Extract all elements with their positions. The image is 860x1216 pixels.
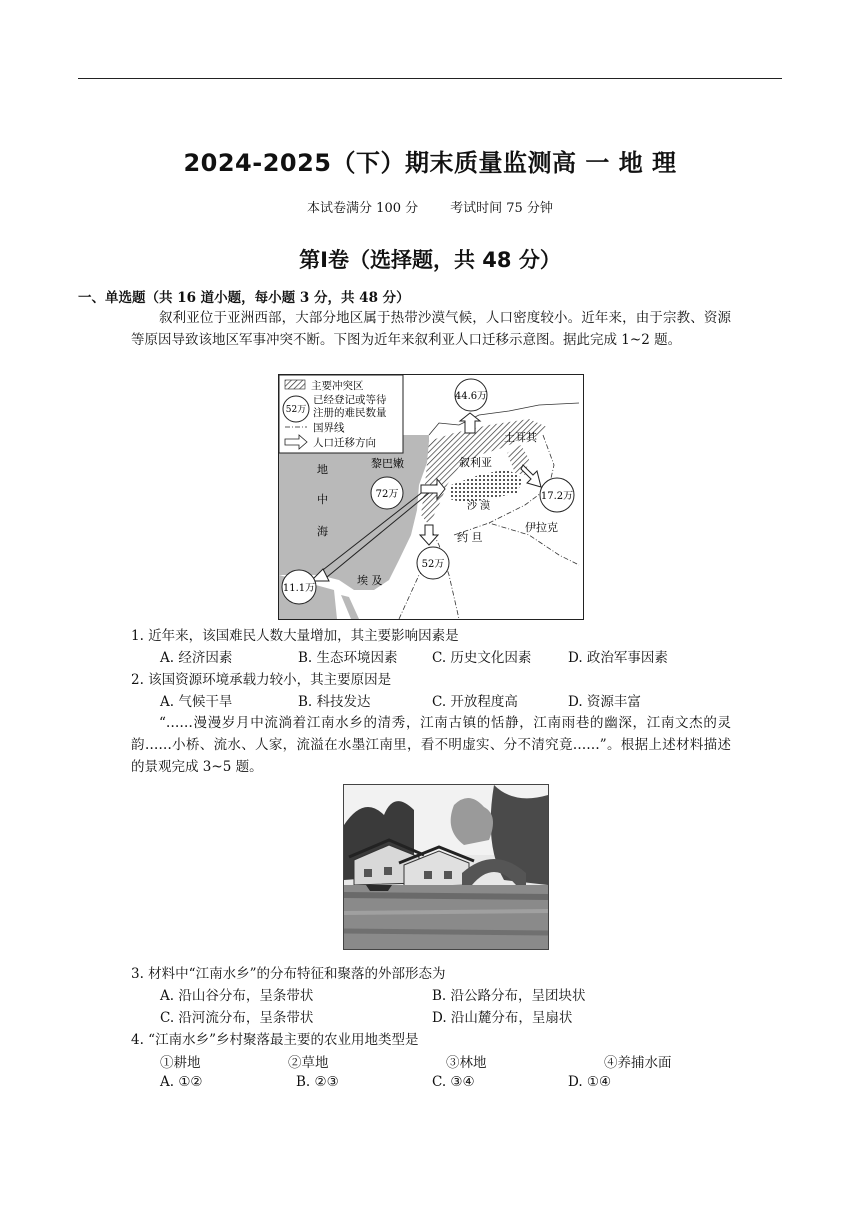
q1-option-b: B. 生态环境因素 bbox=[298, 650, 398, 666]
q2-option-d: D. 资源丰富 bbox=[568, 694, 641, 710]
q4-item-4: ④养捕水面 bbox=[604, 1055, 672, 1071]
exam-time: 考试时间 75 分钟 bbox=[450, 201, 553, 216]
q1-option-a: A. 经济因素 bbox=[160, 650, 233, 666]
q3-option-a: A. 沿山谷分布，呈条带状 bbox=[160, 988, 314, 1004]
arrow-to-iraq bbox=[521, 465, 541, 487]
q3-option-c: C. 沿河流分布，呈条带状 bbox=[160, 1010, 314, 1026]
mediterranean-sea bbox=[279, 435, 429, 590]
header-rule bbox=[78, 78, 782, 79]
label-egypt: 埃 及 bbox=[357, 574, 383, 587]
lebanon-refugee-count: 72万 bbox=[375, 489, 399, 500]
label-lebanon: 黎巴嫩 bbox=[371, 457, 404, 470]
section-heading: 一、单选题（共 16 道小题，每小题 3 分，共 48 分） bbox=[78, 290, 410, 306]
q4-item-1: ①耕地 bbox=[160, 1055, 201, 1071]
question-1-stem: 1. 近年来，该国难民人数大量增加，其主要影响因素是 bbox=[131, 628, 459, 644]
question-4-stem: 4. “江南水乡”乡村聚落最主要的农业用地类型是 bbox=[131, 1032, 419, 1048]
legend-conflict: 主要冲突区 bbox=[311, 380, 364, 392]
arrow-to-jordan bbox=[420, 525, 438, 545]
q1-option-c: C. 历史文化因素 bbox=[432, 650, 532, 666]
iraq-refugee-count: 17.2万 bbox=[540, 491, 574, 502]
legend-refugees-1: 已经登记或等待 bbox=[313, 394, 387, 406]
label-turkey: 土耳其 bbox=[504, 431, 537, 444]
q4-option-b: B. ②③ bbox=[296, 1074, 339, 1090]
full-score: 本试卷满分 100 分 bbox=[307, 201, 419, 216]
jiangnan-water-town-photo bbox=[343, 784, 549, 950]
material-2: “……漫漫岁月中流淌着江南水乡的清秀，江南古镇的恬静，江南雨巷的幽深，江南文杰的灵韵……小桥、流水、人家，流溢在水墨江南里，看不明虚实、分不清究竟……”。根据上述材料描述的景观完成 3~5 题。 bbox=[131, 715, 731, 775]
legend-refugees-2: 注册的难民数量 bbox=[313, 407, 387, 419]
question-3-stem: 3. 材料中“江南水乡”的分布特征和聚落的外部形态为 bbox=[131, 966, 446, 982]
label-sea-1: 地 bbox=[317, 463, 328, 476]
egypt-refugee-count: 11.1万 bbox=[282, 583, 316, 594]
label-sea-3: 海 bbox=[317, 525, 328, 538]
legend-migration: 人口迁移方向 bbox=[313, 437, 376, 449]
q2-option-a: A. 气候干旱 bbox=[160, 694, 233, 710]
label-sea-2: 中 bbox=[317, 493, 328, 506]
exam-title: 2024-2025（下）期末质量监测高 一 地 理 bbox=[183, 149, 677, 177]
q4-item-2: ②草地 bbox=[288, 1055, 329, 1071]
desert-area bbox=[449, 469, 523, 503]
legend-border: 国界线 bbox=[313, 422, 345, 434]
label-desert: 沙 漠 bbox=[467, 501, 491, 512]
q4-option-c: C. ③④ bbox=[432, 1074, 475, 1090]
jordan-refugee-count: 52万 bbox=[421, 559, 445, 570]
q2-option-c: C. 开放程度高 bbox=[432, 694, 518, 710]
q3-option-b: B. 沿公路分布，呈团块状 bbox=[432, 988, 586, 1004]
label-syria: 叙利亚 bbox=[459, 456, 492, 469]
q2-option-b: B. 科技发达 bbox=[298, 694, 371, 710]
question-2-stem: 2. 该国资源环境承载力较小，其主要原因是 bbox=[131, 672, 392, 688]
q1-option-d: D. 政治军事因素 bbox=[568, 650, 668, 666]
label-iraq: 伊拉克 bbox=[525, 521, 558, 534]
q4-item-3: ③林地 bbox=[446, 1055, 487, 1071]
material-1: 叙利亚位于亚洲西部，大部分地区属于热带沙漠气候，人口密度较小。近年来，由于宗教、资源等原因导致该地区军事冲突不断。下图为近年来叙利亚人口迁移示意图。据此完成 1~2 题。 bbox=[131, 310, 731, 348]
exam-info bbox=[0, 197, 860, 216]
syria-migration-map bbox=[278, 374, 584, 620]
part-title: 第Ⅰ卷（选择题，共 48 分） bbox=[299, 248, 561, 272]
turkey-refugee-count: 44.6万 bbox=[454, 391, 488, 402]
q4-option-d: D. ①④ bbox=[568, 1074, 612, 1090]
label-jordan: 约 旦 bbox=[457, 531, 483, 544]
legend-sample-value: 52万 bbox=[285, 405, 307, 415]
q3-option-d: D. 沿山麓分布，呈扇状 bbox=[432, 1010, 573, 1026]
q4-option-a: A. ①② bbox=[160, 1074, 203, 1090]
